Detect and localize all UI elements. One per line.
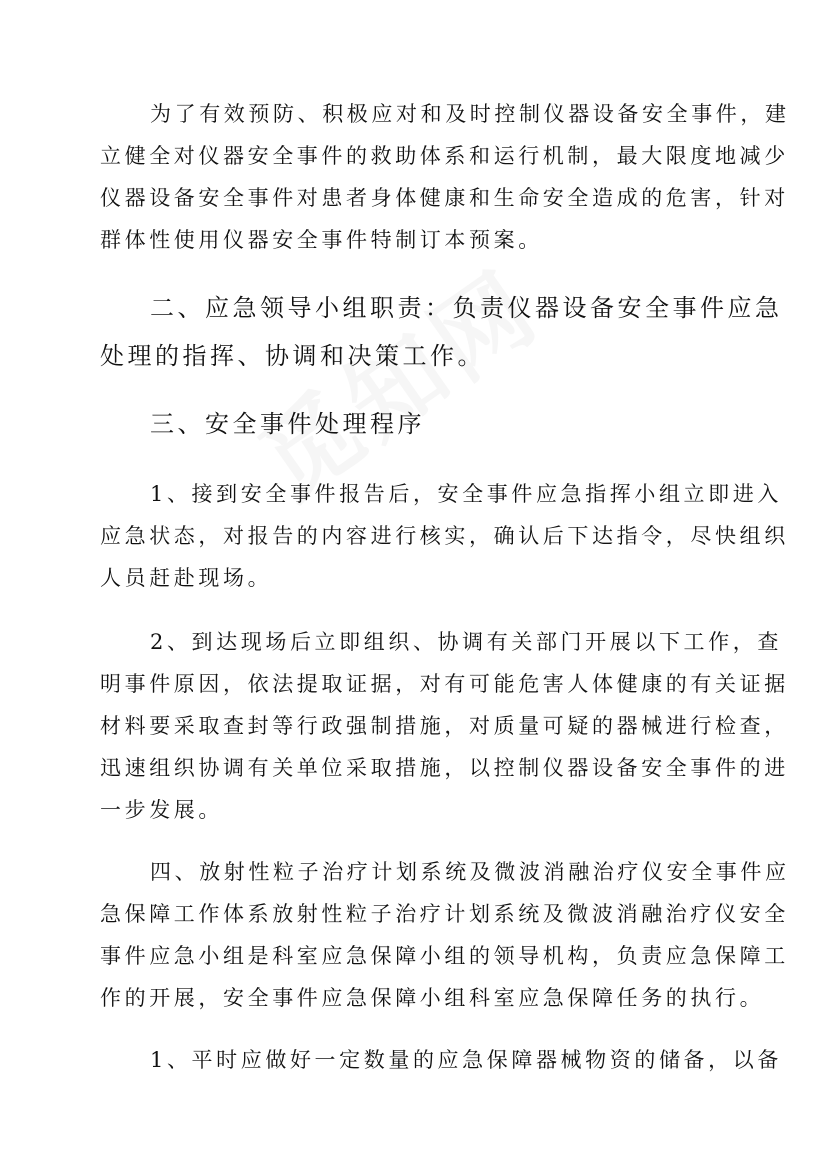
section-heading: 三、安全事件处理程序 [150,410,425,438]
paragraph-line: 应急状态，对报告的内容进行核实，确认后下达指令，尽快组织 [100,524,789,548]
paragraph-line: 急保障工作体系放射性粒子治疗计划系统及微波消融治疗仪安全 [100,902,789,926]
paragraph-line: 处理的指挥、协调和决策工作。 [100,342,485,370]
section-heading: 四、放射性粒子治疗计划系统及微波消融治疗仪安全事件应 [150,860,790,884]
paragraph-line: 人员赶赴现场。 [100,566,273,590]
paragraph-line: 材料要采取查封等行政强制措施，对质量可疑的器械进行检查， [100,714,789,738]
paragraph-line: 群体性使用仪器安全事件特制订本预案。 [100,228,543,252]
paragraph-line: 为了有效预防、积极应对和及时控制仪器设备安全事件，建 [150,102,790,126]
section-heading: 二、应急领导小组职责：负责仪器设备安全事件应急 [150,294,783,322]
paragraph-line: 2、到达现场后立即组织、协调有关部门开展以下工作，查 [150,630,782,654]
paragraph-line: 作的开展，安全事件应急保障小组科室应急保障任务的执行。 [100,986,765,1010]
paragraph-line: 事件应急小组是科室应急保障小组的领导机构，负责应急保障工 [100,944,789,968]
paragraph-line: 仪器设备安全事件对患者身体健康和生命安全造成的危害，针对 [100,186,789,210]
paragraph-line: 立健全对仪器安全事件的救助体系和运行机制，最大限度地减少 [100,144,789,168]
paragraph-line: 迅速组织协调有关单位采取措施，以控制仪器设备安全事件的进 [100,756,789,780]
paragraph-line: 明事件原因，依法提取证据，对有可能危害人体健康的有关证据 [100,672,789,696]
paragraph-line: 1、平时应做好一定数量的应急保障器械物资的储备，以备 [150,1048,782,1072]
paragraph-line: 1、接到安全事件报告后，安全事件应急指挥小组立即进入 [150,482,782,506]
paragraph-line: 一步发展。 [100,798,223,822]
